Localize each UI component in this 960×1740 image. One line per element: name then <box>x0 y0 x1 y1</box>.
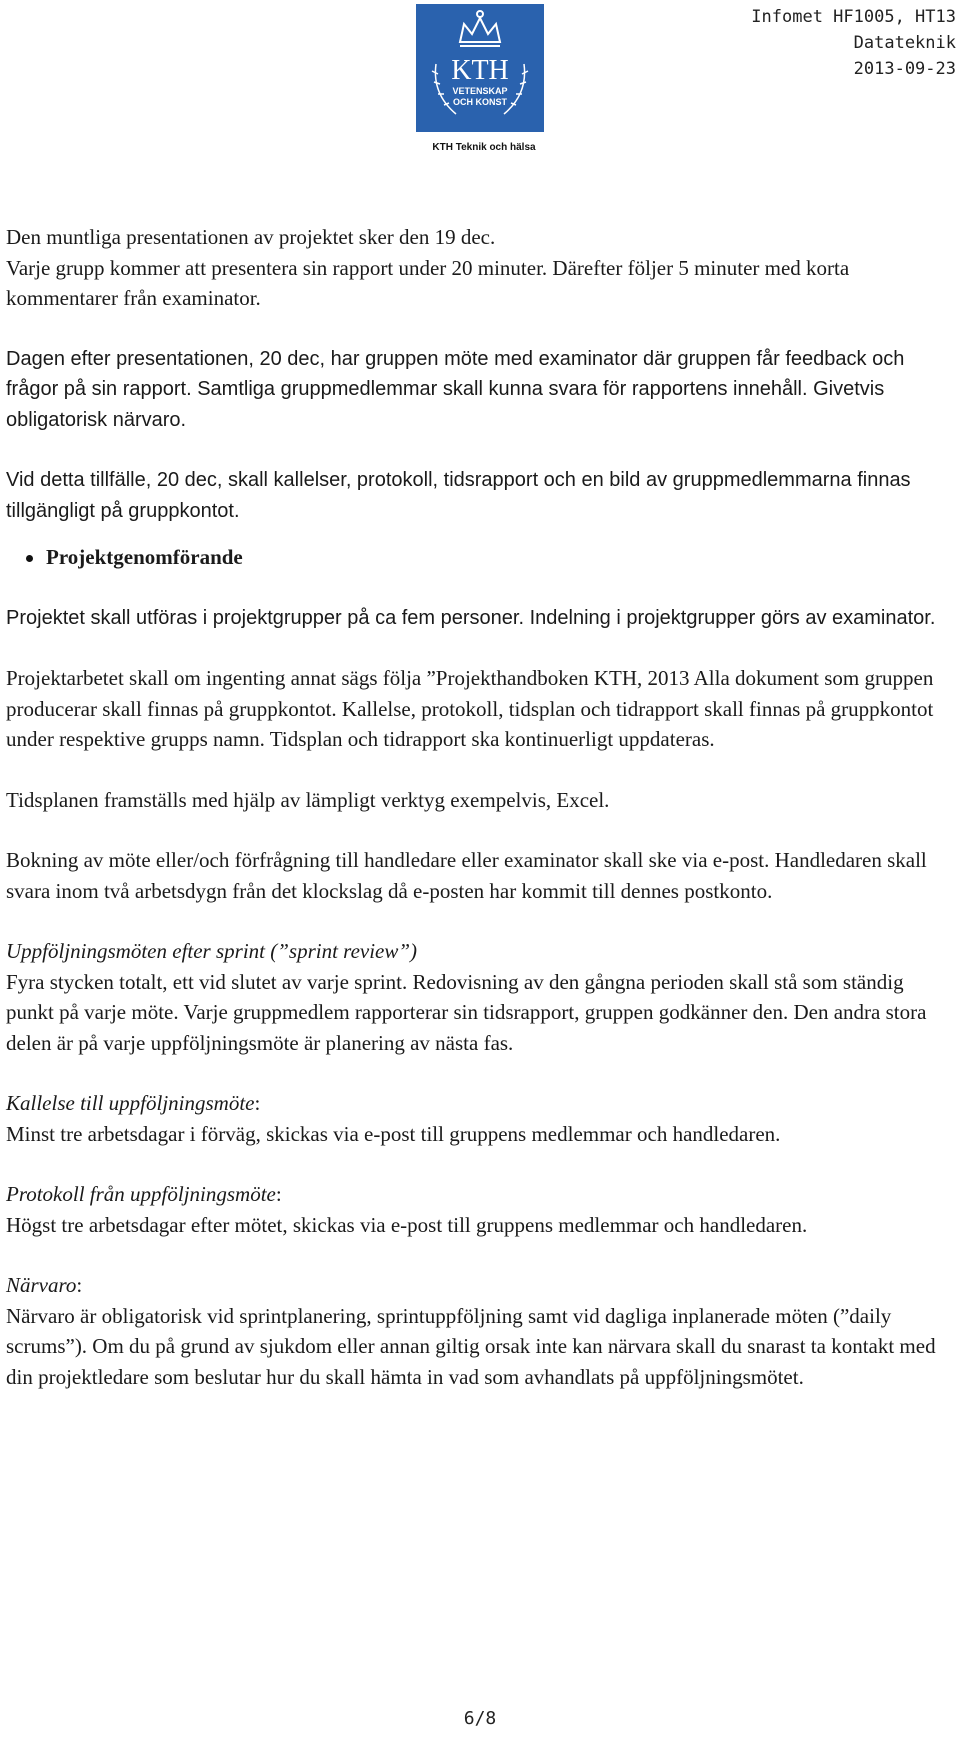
kth-emblem-line2: OCH KONST <box>453 97 507 107</box>
paragraph: Tidsplanen framställs med hjälp av lämpligt verktyg exempelvis, Excel. <box>6 787 610 812</box>
paragraph: Fyra stycken totalt, ett vid slutet av varje sprint. Redovisning av den gångna perioden skall stå som ständig punkt på varje möte. Varje gruppmedlem rapporterar sin tidsrapport, gruppen godkänner den. Den andra stora delen är på varje uppföljningsmöte är planering av nästa fas. <box>6 969 927 1055</box>
subheading-text: Uppföljningsmöten efter sprint (”sprint review”) <box>6 939 418 963</box>
subheading-kallelse: Kallelse till uppföljningsmöte: <box>6 1091 261 1115</box>
paragraph: Högst tre arbetsdagar efter mötet, skickas via e-post till gruppens medlemmar och handledaren. <box>6 1212 808 1237</box>
section-heading <box>6 542 954 573</box>
paragraph: Den muntliga presentationen av projektet sker den 19 dec. <box>6 225 496 249</box>
subheading-protokoll: Protokoll från uppföljningsmöte: <box>6 1182 282 1206</box>
page-number: 6/8 <box>463 1708 497 1729</box>
kth-logo <box>416 4 552 154</box>
paragraph-sentence: Dagen efter presentationen, 20 dec, har gruppen möte med examinator där gruppen får feedback och frågor på sin rapport. <box>6 347 905 400</box>
subheading-narvaro: Närvaro: <box>6 1273 83 1297</box>
subheading-text: Protokoll från uppföljningsmöte <box>6 1182 276 1206</box>
header-program: Datateknik <box>853 33 956 53</box>
paragraph: Närvaro är obligatorisk vid sprintplanering, sprintuppföljning samt vid dagliga inplanerade möten (”daily scrums”). Om du på grund av sjukdom eller annan giltig orsak inte kan närvara skall du snarast ta kontakt med din projektledare som beslutar hur du skall hämta in vad som avhandlats på uppföljningsmötet. <box>6 1303 936 1389</box>
page-header <box>751 4 956 82</box>
paragraph: Projektet skall utföras i projektgrupper på ca fem personer. Indelning i projektgrupper görs av examinator. <box>6 606 936 629</box>
header-date: 2013-09-23 <box>853 59 956 79</box>
logo-caption: KTH Teknik och hälsa <box>432 142 536 153</box>
kth-emblem <box>416 4 544 132</box>
subheading-review <box>6 936 954 967</box>
paragraph: Bokning av möte eller/och förfrågning till handledare eller examinator skall ske via e-post. Handledaren skall svara inom två arbetsdygn från det klockslag då e-posten har kommit till dennes postkonto. <box>6 848 927 903</box>
paragraph-sentence: Samtliga gruppmedlemmar skall kunna svara för rapportens innehåll. Givetvis obligatorisk närvaro. <box>6 378 885 431</box>
kth-emblem-graphic <box>416 4 544 132</box>
header-course: Infomet HF1005, HT13 <box>751 7 956 27</box>
paragraph: Minst tre arbetsdagar i förväg, skickas via e-post till gruppens medlemmar och handledaren. <box>6 1121 781 1146</box>
paragraph: Vid detta tillfälle, 20 dec, skall kallelser, protokoll, tidsrapport och en bild av gruppmedlemmarna finnas tillgängligt på gruppkontot. <box>6 469 911 522</box>
paragraph <box>6 344 954 436</box>
paragraph: Projektarbetet skall om ingenting annat sägs följa ”Projekthandboken KTH, 2013 Alla dokument som gruppen producerar skall finnas på gruppkontot. Kallelse, protokoll, tidsplan och tidrapport skall finnas på gruppkontot under respektive grupps namn. Tidsplan och tidrapport ska kontinuerligt uppdateras. <box>6 666 934 751</box>
kth-emblem-line1: VETENSKAP <box>452 86 508 96</box>
document-body <box>6 222 954 1392</box>
bullet-icon <box>26 555 33 562</box>
subheading-text: Närvaro <box>6 1273 77 1297</box>
kth-emblem-text: KTH <box>451 55 509 86</box>
paragraph: Varje grupp kommer att presentera sin rapport under 20 minuter. Därefter följer 5 minuter med korta kommentarer från examinator. <box>6 255 850 310</box>
section-title: Projektgenomförande <box>46 545 243 569</box>
subheading-text: Kallelse till uppföljningsmöte <box>6 1091 255 1115</box>
